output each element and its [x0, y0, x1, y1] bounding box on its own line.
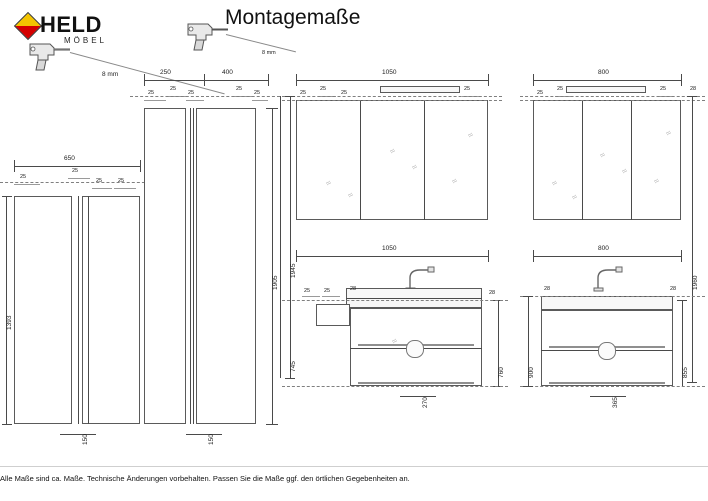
brand-subtitle: MÖBEL — [64, 36, 108, 45]
glass-reflection-mark: ≈ — [387, 145, 398, 157]
dim-tick — [488, 74, 489, 86]
dim-tick — [488, 250, 489, 262]
construction-line — [520, 386, 705, 387]
mirror-door-divider — [360, 100, 361, 220]
glass-reflection-mark: ≈ — [663, 127, 674, 139]
sub-dim-28-right: 28 — [670, 286, 677, 292]
dim-line-650 — [14, 166, 140, 167]
dim-line-1905 — [272, 108, 273, 424]
dim-855: 855 — [682, 367, 689, 378]
mirror-door-divider — [582, 100, 583, 220]
dim-745: 745 — [290, 361, 297, 372]
dim-tick — [268, 74, 269, 86]
dim-tick — [296, 250, 297, 262]
faucet-icon — [592, 266, 626, 297]
dim-line-1050-bottom — [296, 256, 488, 257]
cabinet-body-narrow — [144, 108, 186, 424]
dim-650: 650 — [64, 155, 75, 162]
construction-line — [282, 300, 508, 301]
drill-icon-left — [24, 38, 72, 72]
sub-dim-25: 25 — [170, 86, 177, 92]
sub-dim-25: 25 — [96, 178, 103, 184]
sub-dim-25: 25 — [537, 90, 544, 96]
dim-tick — [681, 250, 682, 262]
sub-dim-25: 25 — [324, 288, 331, 294]
sub-dim-25: 25 — [557, 86, 564, 92]
leader-line-left — [70, 52, 225, 94]
wall-bracket — [316, 304, 350, 326]
cabinet-divider — [88, 196, 89, 424]
dim-line-150 — [186, 434, 222, 435]
glass-reflection-mark: ≈ — [323, 177, 334, 189]
sub-dim-25: 25 — [304, 288, 311, 294]
dim-tick — [677, 300, 687, 301]
mirror-door-divider — [424, 100, 425, 220]
dim-line-800 — [533, 80, 681, 81]
dim-tick — [285, 378, 295, 379]
cabinet-body-left — [14, 196, 72, 424]
dim-tick — [687, 96, 697, 97]
glass-reflection-mark: ≈ — [619, 165, 630, 177]
dim-900: 900 — [528, 367, 535, 378]
glass-reflection-mark: ≈ — [597, 149, 608, 161]
glass-reflection-mark: ≈ — [651, 175, 662, 187]
dim-tick — [140, 160, 141, 172]
diamond-logo-icon — [14, 12, 42, 40]
sub-dim-line — [302, 296, 320, 297]
dim-tick — [14, 160, 15, 172]
sub-dim-25: 25 — [148, 90, 155, 96]
sub-dim-25: 25 — [464, 86, 471, 92]
dim-1945: 1945 — [290, 263, 297, 278]
brand-name: HELD — [40, 12, 102, 37]
sub-dim-28: 28 — [350, 286, 357, 292]
dim-150-center: 150 — [208, 434, 215, 445]
glass-reflection-mark: ≈ — [549, 177, 560, 189]
mirror-door-divider — [631, 100, 632, 220]
dim-tick — [533, 74, 534, 86]
sub-dim-line — [144, 100, 166, 101]
dim-tick — [2, 424, 12, 425]
sub-dim-28-left: 28 — [544, 286, 551, 292]
drill-callout-left: 8 mm — [102, 71, 119, 78]
dim-1393: 1393 — [6, 315, 13, 330]
glass-reflection-mark: ≈ — [465, 129, 476, 141]
dim-tick — [296, 74, 297, 86]
dim-tick — [266, 108, 278, 109]
dim-line-400 — [204, 80, 268, 81]
dim-line-aux — [280, 96, 281, 378]
dim-tick — [266, 424, 278, 425]
dim-tick — [681, 74, 682, 86]
dim-250: 250 — [160, 69, 171, 76]
dim-1050-bottom: 1050 — [382, 245, 397, 252]
dim-tick — [523, 386, 533, 387]
construction-line — [520, 100, 705, 101]
construction-line — [520, 96, 705, 97]
sub-dim-25: 25 — [20, 174, 27, 180]
sub-dim-line — [114, 188, 136, 189]
construction-line — [282, 100, 502, 101]
led-light-bar — [566, 86, 646, 93]
drawer-handle-lower — [549, 382, 665, 384]
dim-1050-top: 1050 — [382, 69, 397, 76]
sub-dim-line — [186, 100, 204, 101]
cabinet-divider — [190, 108, 191, 424]
sub-dim-25: 25 — [341, 90, 348, 96]
footer-note: Alle Maße sind ca. Maße. Technische Änderungen vorbehalten. Passen Sie die Maße ggf. den örtlichen Gegebenheiten an. — [0, 474, 410, 483]
dim-line-150 — [60, 434, 96, 435]
dim-line-800-bottom — [533, 256, 681, 257]
sub-dim-line — [322, 296, 340, 297]
dim-tick — [533, 250, 534, 262]
glass-reflection-mark: ≈ — [569, 191, 580, 203]
sub-dim-25: 25 — [188, 90, 195, 96]
basin-edge-line — [346, 298, 482, 299]
sub-dim-28-right: 28 — [489, 290, 496, 296]
construction-line — [130, 96, 280, 97]
dim-line-1393 — [6, 196, 7, 424]
led-light-bar — [380, 86, 460, 93]
dim-line-365 — [590, 396, 626, 397]
drill-icon-center — [182, 18, 230, 52]
sub-dim-line — [68, 178, 90, 179]
sub-dim-25: 25 — [118, 178, 125, 184]
dim-760: 760 — [498, 367, 505, 378]
basin-outline-front — [598, 342, 616, 360]
dim-line-1050 — [296, 80, 488, 81]
dim-tick — [285, 96, 295, 97]
surface-mark: ≈ — [389, 335, 400, 347]
glass-reflection-mark: ≈ — [345, 189, 356, 201]
basin-outline-front — [406, 340, 424, 358]
sub-dim-25: 25 — [254, 90, 261, 96]
dim-1905: 1905 — [272, 275, 279, 290]
dim-line-250 — [144, 80, 204, 81]
footer-divider — [0, 466, 708, 467]
construction-line — [282, 386, 508, 387]
sub-dim-line — [92, 188, 112, 189]
dim-tick — [144, 74, 145, 86]
dim-150-left: 150 — [82, 434, 89, 445]
dim-800-bottom: 800 — [598, 245, 609, 252]
construction-line — [282, 96, 502, 97]
page-title: Montagemaße — [225, 6, 361, 29]
dim-line-270 — [400, 396, 436, 397]
sub-dim-line — [14, 184, 40, 185]
leader-line-center — [226, 34, 296, 52]
cabinet-body-right — [82, 196, 140, 424]
dim-1960: 1960 — [692, 275, 699, 290]
glass-reflection-mark: ≈ — [409, 161, 420, 173]
sub-dim-25: 25 — [236, 86, 243, 92]
cabinet-divider — [78, 196, 79, 424]
dim-270: 270 — [422, 397, 429, 408]
dim-line-1960 — [692, 96, 693, 382]
sub-dim-line — [252, 100, 268, 101]
dim-800-top: 800 — [598, 69, 609, 76]
dim-400: 400 — [222, 69, 233, 76]
mirror-cabinet-body — [296, 100, 488, 220]
cabinet-divider — [193, 108, 194, 424]
washbasin-top — [541, 296, 673, 310]
sub-dim-25: 25 — [660, 86, 667, 92]
sub-dim-25: 25 — [72, 168, 79, 174]
sub-dim-25: 25 — [320, 86, 327, 92]
dim-365: 365 — [612, 397, 619, 408]
glass-reflection-mark: ≈ — [449, 175, 460, 187]
dim-tick — [2, 196, 12, 197]
cabinet-body-wide — [196, 108, 256, 424]
construction-line — [0, 182, 150, 183]
construction-line — [520, 296, 705, 297]
dim-28-top-right: 28 — [690, 86, 697, 92]
dim-tick — [687, 382, 697, 383]
drawer-handle-lower — [358, 382, 474, 384]
sub-dim-25: 25 — [300, 90, 307, 96]
mirror-cabinet-body — [533, 100, 681, 220]
drill-callout-center: 8 mm — [262, 50, 276, 56]
dim-tick — [523, 296, 533, 297]
